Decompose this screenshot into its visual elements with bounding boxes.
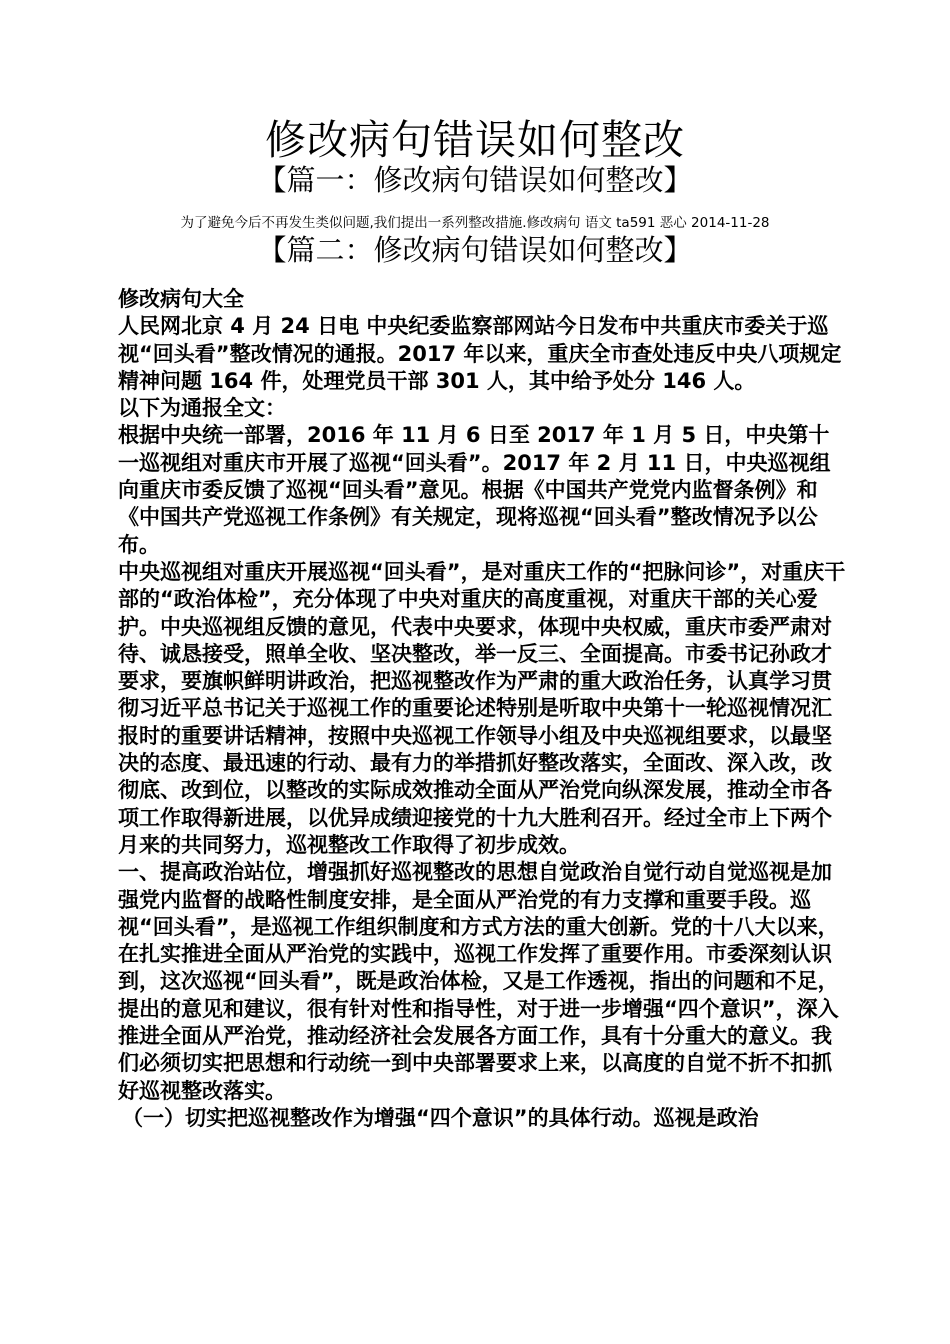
document-title: 修改病句错误如何整改 [265,116,685,164]
paragraph: （一）切实把巡视整改作为增强“四个意识”的具体行动。巡视是政治 [122,1105,759,1130]
paragraph: 以下为通报全文： [118,396,286,421]
paragraph: 一、提高政治站位，增强抓好巡视整改的思想自觉政治自觉行动自觉巡视是加强党内监督的战略性制度安排，是全面从严治党的有力支撑和重要手段。巡视“回头看”，是巡视工作组织制度和方式方法的重大创新。党的十八大以来，在扎实推进全面从严治党的实践中，巡视工作发挥了重要作用。市委深刻认识到，这次巡视“回头看”，既是政治体检，又是工作透视，指出的问题和不足，提出的意见和建议，很有针对性和指导性，对于进一步增强“四个意识”，深入推进全面从严治党，推动经济社会发展各方面工作，具有十分重大的意义。我们必须切实把思想和行动统一到中央部署要求上来，以高度的自觉不折不扣抓好巡视整改落实。 [118,860,839,1103]
paragraph: 人民网北京 4 月 24 日电 中央纪委监察部网站今日发布中共重庆市委关于巡视“回头看”整改情况的通报。2017 年以来，重庆全市查处违反中央八项规定精神问题 164 件，处理党员干部 301 人，其中给予处分 146 人。 [118,314,842,393]
paragraph-subtitle: 修改病句大全 [118,287,244,311]
paragraph: 根据中央统一部署，2016 年 11 月 6 日至 2017 年 1 月 5 日，中央第十一巡视组对重庆市开展了巡视“回头看”。2017 年 2 月 11 日，中央巡视组向重庆市委反馈了巡视“回头看”意见。根据《中国共产党党内监督条例》和《中国共产党巡视工作条例》有关规定，现将巡视“回头看”整改情况予以公布。 [118,423,831,557]
section-heading-2: 【篇二：修改病句错误如何整改】 [257,233,693,267]
body-text [118,286,848,1132]
section-heading-1: 【篇一：修改病句错误如何整改】 [257,163,693,197]
summary-line: 为了避免今后不再发生类似问题,我们提出一系列整改措施.修改病句 语文 ta591 恶心 2014-11-28 [180,215,770,231]
paragraph: 中央巡视组对重庆开展巡视“回头看”，是对重庆工作的“把脉问诊”，对重庆干部的“政治体检”，充分体现了中央对重庆的高度重视，对重庆干部的关心爱护。中央巡视组反馈的意见，代表中央要求，体现中央权威，重庆市委严肃对待、诚恳接受，照单全收、坚决整改，举一反三、全面提高。市委书记孙政才要求，要旗帜鲜明讲政治，把巡视整改作为严肃的重大政治任务，认真学习贯彻习近平总书记关于巡视工作的重要论述特别是听取中央第十一轮巡视情况汇报时的重要讲话精神，按照中央巡视工作领导小组及中央巡视组要求，以最坚决的态度、最迅速的行动、最有力的举措抓好整改落实，全面改、深入改，改彻底、改到位，以整改的实际成效推动全面从严治党向纵深发展，推动全市各项工作取得新进展，以优异成绩迎接党的十九大胜利召开。经过全市上下两个月来的共同努力，巡视整改工作取得了初步成效。 [118,559,846,857]
